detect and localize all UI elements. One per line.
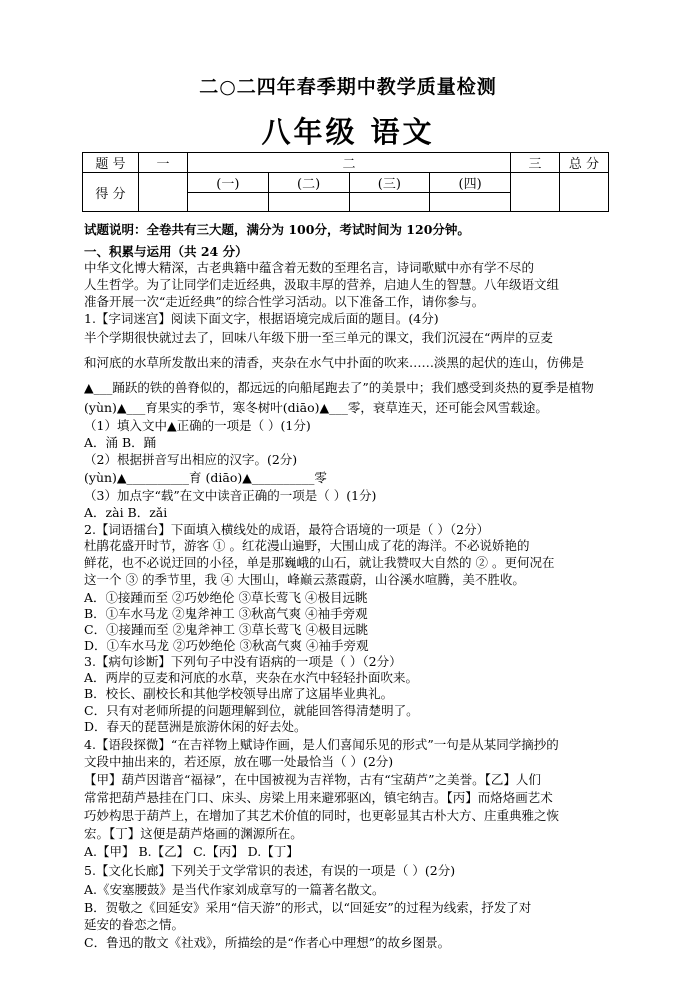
exam-subject: 八年级 语文 bbox=[261, 115, 435, 149]
text-line: 巧妙构思于葫芦上，在增加了其艺术价值的同时，也更彰显其古朴大方、庄重典雅之恢 bbox=[84, 808, 560, 823]
text-line: 2.【词语擂台】下面填入横线处的成语，最符合语境的一项是（ ）（2分） bbox=[84, 522, 490, 537]
score-table bbox=[82, 152, 609, 212]
text-line: D．①车水马龙 ②巧妙绝伦 ③秋高气爽 ④袖手旁观 bbox=[84, 638, 369, 653]
text-line: 文段中抽出来的，若还原，放在哪一处最恰当（ ）(2分) bbox=[84, 754, 394, 769]
score-cell-one[interactable] bbox=[139, 173, 188, 212]
text-line: A.《安塞腰鼓》是当代作家刘成章写的一篇著名散文。 bbox=[84, 882, 385, 897]
text-line: A．涌 B．踊 bbox=[84, 435, 157, 450]
exam-title: 二○二四年春季期中教学质量检测 bbox=[199, 76, 497, 98]
text-line: 和河底的水草所发散出来的清香，夹杂在水气中扑面的吹来……淡黑的起伏的连山，仿佛是 bbox=[84, 355, 585, 370]
text-line: 常常把葫芦悬挂在门口、床头、房梁上用来避邪驱凶，镇宅纳吉。【丙】而烙烙画艺术 bbox=[84, 790, 553, 805]
sub-col-2: (二) bbox=[268, 173, 349, 193]
sub-col-1: (一) bbox=[188, 173, 269, 193]
text-line: 【甲】葫芦因谐音“福禄”，在中国被视为吉祥物，古有“宝葫芦”之美誉。【乙】人们 bbox=[84, 772, 541, 787]
text-line: 4.【语段探微】“在吉祥物上赋诗作画，是人们喜闻乐见的形式”一句是从某同学摘抄的 bbox=[84, 737, 559, 752]
text-line: C．鲁迅的散文《社戏》，所描绘的是“作者心中理想”的故乡图景。 bbox=[84, 935, 451, 950]
score-cell-sub-3[interactable] bbox=[349, 193, 430, 212]
score-cell-total[interactable] bbox=[560, 173, 609, 212]
sub-col-3: (三) bbox=[349, 173, 430, 193]
text-line: 延安的眷恋之情。 bbox=[84, 917, 185, 932]
text-line: 半个学期很快就过去了，回味八年级下册一至三单元的课文，我们沉浸在“两岸的豆麦 bbox=[84, 330, 553, 345]
text-line: （3）加点字“载”在文中读音正确的一项是（ ）(1分) bbox=[84, 488, 377, 503]
text-line: 宏。【丁】这便是葫芦烙画的渊源所在。 bbox=[84, 826, 303, 841]
text-line: 鲜花，也不必说迂回的小径，单是那巍峨的山石，就让我赞叹大自然的 ② 。更何况在 bbox=[84, 555, 555, 570]
text-line: 准备开展一次“走近经典”的综合性学习活动。以下准备工作，请你参与。 bbox=[84, 294, 485, 309]
col-total: 总 分 bbox=[560, 153, 609, 173]
score-cell-sub-4[interactable] bbox=[430, 193, 511, 212]
col-section-one: 一 bbox=[139, 153, 188, 173]
text-line: 这一个 ③ 的季节里，我 ④ 大围山，峰巅云蒸霞蔚，山谷溪水喧腾，美不胜收。 bbox=[84, 572, 525, 587]
text-line: 3.【病句诊断】下列句子中没有语病的一项是（ ）（2分） bbox=[84, 654, 402, 669]
text-line: ▲___踊跃的铁的兽脊似的，都远远的向船尾跑去了”的美景中；我们感受到炎热的夏季是植物 bbox=[84, 380, 594, 395]
text-line: 1.【字词迷宫】阅读下面文字，根据语境完成后面的题目。(4分) bbox=[84, 311, 439, 326]
text-line: B．校长、副校长和其他学校领导出席了这届毕业典礼。 bbox=[84, 686, 394, 701]
text-line: A．两岸的豆麦和河底的水草，夹杂在水汽中轻轻扑面吹来。 bbox=[84, 670, 419, 685]
col-section-three: 三 bbox=[511, 153, 560, 173]
text-line: (yùn)▲__________育 (diāo)▲__________零 bbox=[84, 470, 327, 485]
sub-col-4: (四) bbox=[430, 173, 511, 193]
text-line: （1）填入文中▲正确的一项是（ ）(1分) bbox=[84, 418, 311, 433]
score-cell-sub-2[interactable] bbox=[268, 193, 349, 212]
text-line: C．①接踵而至 ②鬼斧神工 ③草长莺飞 ④极目远眺 bbox=[84, 622, 368, 637]
score-cell-three[interactable] bbox=[511, 173, 560, 212]
col-section-two: 二 bbox=[188, 153, 511, 173]
question-number-label: 题 号 bbox=[83, 153, 139, 173]
score-cell-sub-1[interactable] bbox=[188, 193, 269, 212]
text-line: B．贺敬之《回延安》采用“信天游”的形式，以“回延安”的过程为线索，抒发了对 bbox=[84, 900, 532, 915]
score-label: 得 分 bbox=[83, 173, 139, 212]
text-line: 人生哲学。为了让同学们走近经典，汲取丰厚的营养，启迪人生的智慧。八年级语文组 bbox=[84, 277, 560, 292]
text-line: A．①接踵而至 ②巧妙绝伦 ③草长莺飞 ④极目远眺 bbox=[84, 590, 368, 605]
text-line: 杜鹃花盛开时节，游客 ① 。红花漫山遍野，大围山成了花的海洋。不必说娇艳的 bbox=[84, 538, 530, 553]
text-line: A．zài B．zǎi bbox=[84, 505, 168, 520]
text-line: (yùn)▲___育果实的季节，寒冬树叶(diāo)▲___零，衰草连天，还可能会风雪载途。 bbox=[84, 400, 548, 415]
text-line: D．春天的琵琶洲是旅游休闲的好去处。 bbox=[84, 719, 307, 734]
text-line: C．只有对老师所提的问题理解到位，就能回答得清楚明了。 bbox=[84, 703, 419, 718]
exam-instructions: 试题说明：全卷共有三大题，满分为 100分，考试时间为 120分钟。 bbox=[84, 222, 470, 237]
text-line: 5.【文化长廊】下列关于文学常识的表述，有误的一项是（ ）(2分) bbox=[84, 863, 456, 878]
text-line: A.【甲】 B.【乙】 C.【丙】 D.【丁】 bbox=[84, 844, 299, 859]
text-line: （2）根据拼音写出相应的汉字。(2分) bbox=[84, 452, 298, 467]
text-line: B．①车水马龙 ②鬼斧神工 ③秋高气爽 ④袖手旁观 bbox=[84, 606, 368, 621]
section-heading: 一、积累与运用（共 24 分） bbox=[84, 244, 248, 259]
text-line: 中华文化博大精深，古老典籍中蕴含着无数的至理名言，诗词歌赋中亦有学不尽的 bbox=[84, 260, 535, 275]
